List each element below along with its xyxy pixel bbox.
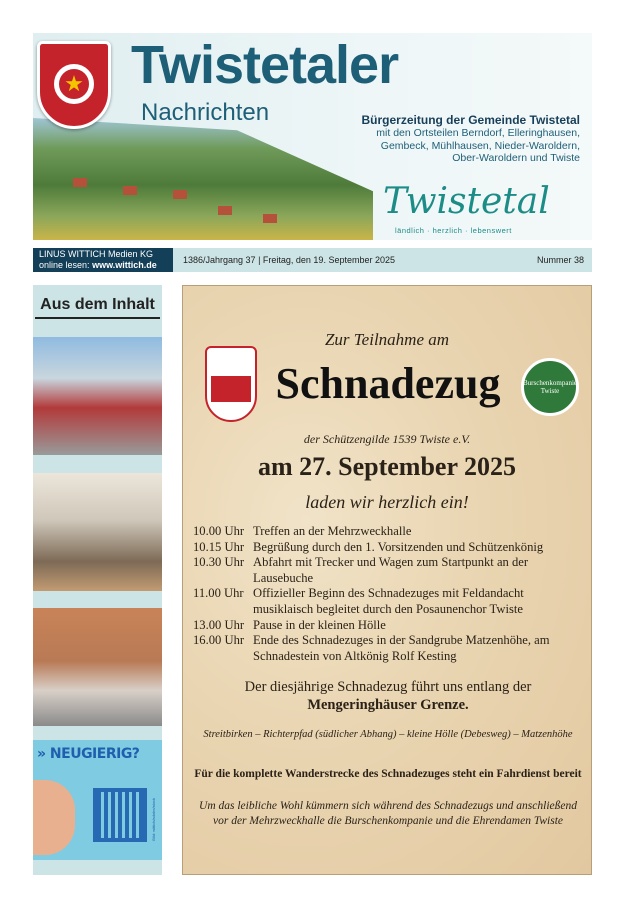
- schedule-text: Begrüßung durch den 1. Vorsitzenden und Schützenkönig: [253, 539, 544, 554]
- schedule: [193, 524, 583, 664]
- group-photo[interactable]: [33, 337, 162, 455]
- ad-title: » NEUGIERIG?: [37, 746, 140, 762]
- coat-of-arms-logo: [37, 41, 111, 129]
- info-bar: [33, 248, 592, 272]
- poster-intro: Zur Teilnahme am: [324, 330, 450, 349]
- schedule-row: [193, 586, 583, 617]
- schedule-row: [193, 540, 583, 556]
- village-photo: [33, 118, 373, 240]
- schedule-time: 10.30 Uhr: [193, 555, 245, 570]
- star-icon: ★: [54, 64, 94, 104]
- schedule-text: Abfahrt mit Trecker und Wagen zum Startpunkt an der Lausebuche: [253, 555, 529, 585]
- poster-invite: laden wir herzlich ein!: [305, 492, 469, 512]
- schedule-time: 11.00 Uhr: [193, 586, 244, 601]
- schedule-time: 10.00 Uhr: [193, 524, 245, 538]
- poster-date: am 27. September 2025: [257, 452, 517, 481]
- handball-photo[interactable]: [33, 608, 162, 726]
- publisher-name: LINUS WITTICH Medien KG: [39, 249, 154, 259]
- ad-person-image: [33, 780, 75, 855]
- schedule-row: [193, 555, 583, 586]
- event-poster: [182, 285, 592, 875]
- route-line: Der diesjährige Schnadezug führt uns entlang der: [244, 679, 532, 696]
- schedule-text: Offizieller Beginn des Schnadezuges mit Feldandacht musiklaisch begleitet durch den Posaunenchor Twiste: [253, 586, 524, 616]
- contents-sidebar: [33, 285, 162, 875]
- catering-note: Um das leibliche Wohl kümmern sich während des Schnadezugs und anschließend vor der Mehrzweckhalle die Burschenkompanie und die Ehrendamen Twiste: [199, 800, 577, 828]
- masthead: [33, 33, 592, 240]
- schedule-row: [193, 524, 583, 540]
- burschenkompanie-badge-icon: Burschenkompanie Twiste: [521, 358, 579, 416]
- schedule-text: Pause in der kleinen Hölle: [253, 617, 386, 632]
- tagline-line: Ober-Waroldern und Twiste: [452, 152, 580, 164]
- route-description: [193, 678, 583, 714]
- route-stations: Streitbirken – Richterpfad (südlicher Abhang) – kleine Hölle (Debesweg) – Matzenhöhe: [203, 729, 573, 741]
- guild-coat-of-arms-icon: [205, 346, 257, 422]
- poster-details: [193, 524, 583, 829]
- qr-code-icon[interactable]: [93, 788, 147, 842]
- publisher-box: [33, 248, 173, 272]
- tagline-title: Bürgerzeitung der Gemeinde Twistetal: [361, 113, 580, 127]
- newspaper-subtitle: Nachrichten: [141, 99, 270, 126]
- ad-credit: Bild: wittich/adobe/stock: [151, 798, 156, 841]
- issue-info: 1386/Jahrgang 37 | Freitag, den 19. September 2025: [183, 255, 395, 265]
- schedule-text: Ende des Schnadezuges in der Sandgrube Matzenhöhe, am Schnadestein von Altkönig Rolf Kesting: [253, 633, 550, 663]
- schedule-row: [193, 618, 583, 634]
- shuttle-note: Für die komplette Wanderstrecke des Schnadezuges steht ein Fahrdienst bereit: [194, 768, 582, 781]
- issue-number: Nummer 38: [536, 255, 584, 265]
- schedule-time: 13.00 Uhr: [193, 617, 245, 632]
- route-border: Mengeringhäuser Grenze.: [307, 697, 469, 714]
- schedule-time: 10.15 Uhr: [193, 539, 245, 554]
- poster-title: Schnadezug: [275, 359, 501, 408]
- online-label: online lesen:: [39, 260, 90, 270]
- newspaper-title: Twistetaler: [131, 35, 399, 95]
- poster-organizer: der Schützengilde 1539 Twiste e.V.: [303, 432, 471, 446]
- schedule-text: Treffen an der Mehrzweckhalle: [253, 524, 412, 538]
- tagline: [362, 113, 580, 165]
- publisher-link[interactable]: www.wittich.de: [92, 260, 157, 270]
- twistetal-logo: Twistetal: [383, 181, 550, 222]
- advertisement[interactable]: [33, 740, 162, 860]
- schedule-row: [193, 633, 583, 664]
- gym-photo[interactable]: [33, 473, 162, 591]
- contents-heading: Aus dem Inhalt: [35, 295, 160, 319]
- logo-slogan: ländlich · herzlich · lebenswert: [395, 226, 512, 235]
- tagline-line: mit den Ortsteilen Berndorf, Elleringhausen,: [376, 127, 580, 139]
- schedule-time: 16.00 Uhr: [193, 633, 245, 648]
- tagline-line: Gembeck, Mühlhausen, Nieder-Waroldern,: [380, 139, 580, 152]
